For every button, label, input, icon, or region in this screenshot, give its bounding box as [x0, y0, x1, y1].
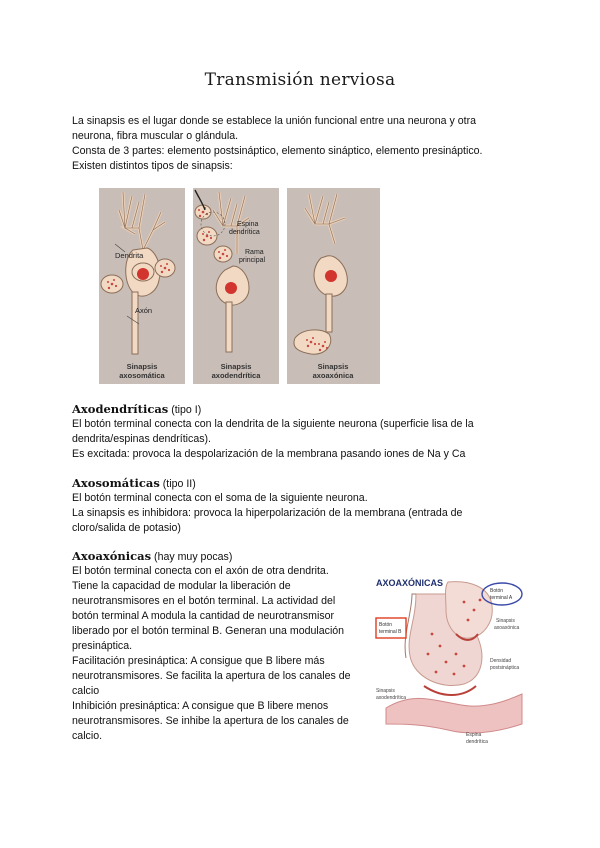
label-espina-1: Espina — [466, 732, 482, 738]
label-dendritica: dendrítica — [229, 229, 260, 236]
label-sin-axo-2: axoaxónica — [494, 625, 520, 631]
body-line: presináptica. — [72, 640, 133, 652]
section-axodendriticas-heading — [72, 402, 201, 418]
label-sin-den-2: axodendrítica — [376, 695, 407, 701]
section-heading: Axoaxónicas — [72, 549, 152, 563]
caption-axodendritic-1: Sinapsis — [220, 362, 252, 371]
nucleus-3 — [325, 270, 337, 282]
body-line: Tiene la capacidad de modular la liberación de — [72, 580, 291, 592]
caption-axoaxonic-1: Sinapsis — [317, 362, 349, 371]
body-line: calcio. — [72, 730, 103, 742]
label-boton-b-1: Botón — [379, 622, 393, 628]
section-axoaxonicas-body — [72, 564, 358, 744]
body-line: neurotransmisores. Se inhibe la apertura de los canales de — [72, 715, 349, 727]
label-densidad-2: postsináptica — [490, 665, 520, 671]
label-dendrita: Dendrita — [115, 251, 144, 260]
intro-line: neurona, fibra muscular o glándula. — [72, 130, 239, 142]
body-line: calcio — [72, 685, 100, 697]
caption-axodendritic-2: axodendrítica — [211, 371, 261, 380]
caption-axosomatic-1: Sinapsis — [126, 362, 158, 371]
highlight-box — [376, 618, 406, 638]
label-densidad-1: Densidad — [490, 658, 512, 664]
body-line: liberado por el botón terminal B. Generan una modulación — [72, 625, 345, 637]
label-espina-2: dendrítica — [466, 739, 488, 745]
body-line: La sinapsis es inhibidora: provoca la hiperpolarización de la membrana (entrada de — [72, 507, 463, 519]
section-heading: Axosomáticas — [72, 476, 160, 490]
body-line: cloro/salida de potasio) — [72, 522, 181, 534]
intro-line: Consta de 3 partes: elemento postsináptico, elemento sináptico, elemento presináptico. — [72, 145, 483, 157]
section-heading: Axodendríticas — [72, 402, 169, 416]
body-line: neurotransmisores. Se facilita la apertura de los canales de — [72, 670, 351, 682]
section-note: (hay muy pocas) — [154, 551, 233, 563]
caption-axosomatic-2: axosomática — [119, 371, 165, 380]
intro-paragraph — [72, 114, 532, 174]
body-line: El botón terminal conecta con el axón de otra dendrita. — [72, 565, 329, 577]
body-line: neurotransmisores en el botón terminal. La actividad del — [72, 595, 336, 607]
page-title: Transmisión nerviosa — [204, 70, 396, 90]
section-axosomaticas-body — [72, 491, 532, 536]
section-axosomaticas-heading — [72, 476, 196, 492]
intro-line: La sinapsis es el lugar donde se establece la unión funcional entre una neurona y otra — [72, 115, 477, 127]
axoaxonic-figure — [372, 574, 528, 748]
caption-axoaxonic-2: axoaxónica — [312, 371, 354, 380]
label-sin-den-1: Sinapsis — [376, 688, 395, 694]
label-rama: Rama — [245, 249, 264, 256]
section-note: (tipo I) — [171, 404, 202, 416]
body-line: El botón terminal conecta con la dendrita de la siguiente neurona (superficie lisa de la — [72, 418, 474, 430]
body-line: Es excitada: provoca la despolarización de la membrana pasando iones de Na y Ca — [72, 448, 466, 460]
nucleus-1 — [137, 268, 149, 280]
label-axon: Axón — [135, 306, 153, 315]
label-sin-axo-1: Sinapsis — [496, 618, 515, 624]
nucleus-2 — [225, 282, 237, 294]
body-line: Inhibición presináptica: A consigue que B libere menos — [72, 700, 329, 712]
label-espina: Espina — [237, 221, 259, 228]
body-line: dendrita/espinas dendríticas). — [72, 433, 211, 445]
label-boton-b-2: terminal B — [379, 629, 402, 635]
label-principal: principal — [239, 257, 266, 264]
section-note: (tipo II) — [162, 478, 196, 490]
section-axodendriticas-body — [72, 417, 532, 462]
figure-title: AXOAXÓNICAS — [376, 578, 444, 588]
synapse-types-figure — [99, 188, 384, 384]
label-boton-a-1: Botón — [490, 588, 504, 594]
label-boton-a-2: terminal A — [490, 595, 513, 601]
body-line: Facilitación presináptica: A consigue que B libere más — [72, 655, 325, 667]
intro-line: Existen distintos tipos de sinapsis: — [72, 160, 233, 172]
body-line: botón terminal A modula la cantidad de neurotransmisor — [72, 610, 335, 622]
section-axoaxonicas-heading — [72, 549, 232, 565]
body-line: El botón terminal conecta con el soma de la siguiente neurona. — [72, 492, 368, 504]
